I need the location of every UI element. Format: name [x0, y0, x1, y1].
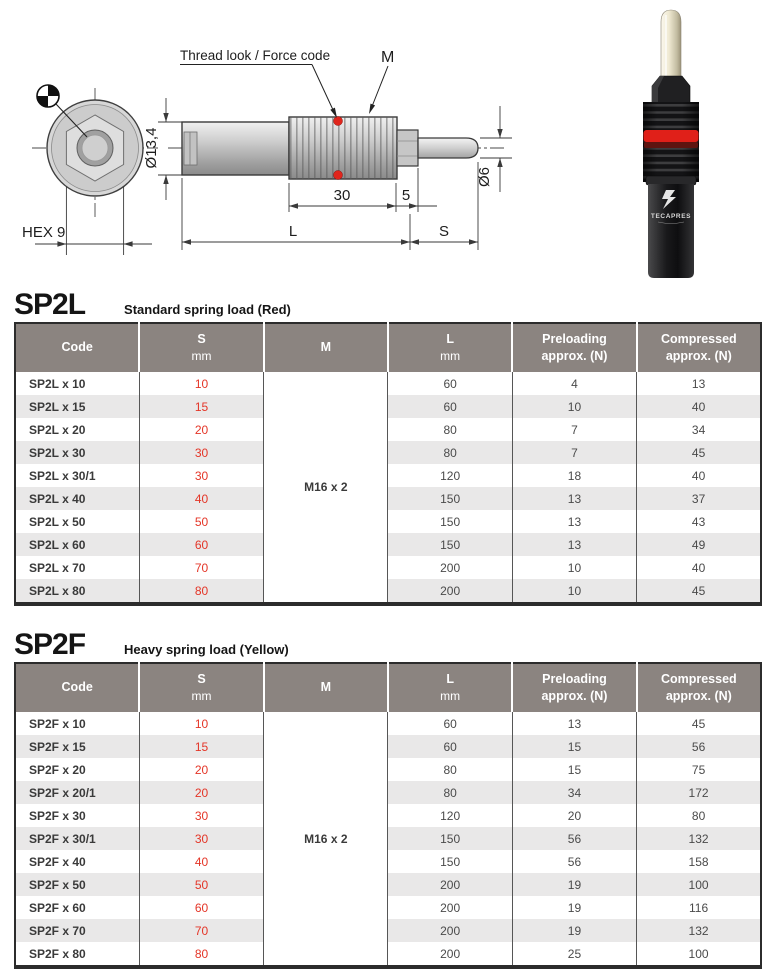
column-header: L mm [388, 323, 512, 372]
code-cell: SP2L x 30/1 [15, 464, 139, 487]
body-length-label: L [288, 223, 298, 240]
table-row [15, 827, 761, 850]
code-cell: SP2F x 10 [15, 712, 139, 735]
stroke-cell: 20 [139, 758, 263, 781]
stroke-cell: 40 [139, 487, 263, 510]
preloading-cell: 7 [512, 418, 636, 441]
stroke-cell: 15 [139, 735, 263, 758]
preloading-cell: 56 [512, 850, 636, 873]
sp2l-titlebar [14, 290, 762, 321]
table-row [15, 372, 761, 395]
length-cell: 60 [388, 712, 512, 735]
column-header: Code [15, 663, 139, 712]
table-title-sp2f: SP2F [14, 628, 86, 661]
table-row [15, 395, 761, 418]
code-cell: SP2F x 30/1 [15, 827, 139, 850]
code-cell: SP2F x 60 [15, 896, 139, 919]
length-cell: 200 [388, 556, 512, 579]
sp2f-table [14, 662, 762, 969]
stroke-cell: 60 [139, 533, 263, 556]
table-row [15, 758, 761, 781]
preloading-cell: 13 [512, 533, 636, 556]
code-cell: SP2L x 60 [15, 533, 139, 556]
stroke-cell: 60 [139, 896, 263, 919]
code-cell: SP2L x 40 [15, 487, 139, 510]
compressed-cell: 34 [637, 418, 761, 441]
table-row [15, 942, 761, 967]
preloading-cell: 13 [512, 487, 636, 510]
collar-length-label: 5 [401, 187, 411, 204]
length-cell: 80 [388, 758, 512, 781]
length-cell: 200 [388, 919, 512, 942]
length-cell: 120 [388, 804, 512, 827]
stroke-cell: 10 [139, 372, 263, 395]
sp2f-titlebar [14, 630, 762, 661]
sp2l-table-body [15, 372, 761, 604]
sp2l-table-header [15, 323, 761, 372]
preloading-cell: 13 [512, 510, 636, 533]
compressed-cell: 100 [637, 942, 761, 967]
preloading-cell: 19 [512, 873, 636, 896]
compressed-cell: 40 [637, 395, 761, 418]
length-cell: 200 [388, 579, 512, 604]
length-cell: 60 [388, 395, 512, 418]
compressed-cell: 158 [637, 850, 761, 873]
table-title-sp2l: SP2L [14, 288, 86, 321]
stroke-cell: 30 [139, 464, 263, 487]
thread-code-callout: Thread look / Force code [180, 48, 331, 63]
length-cell: 150 [388, 533, 512, 556]
length-cell: 80 [388, 781, 512, 804]
compressed-cell: 45 [637, 712, 761, 735]
force-code-ring [644, 130, 699, 142]
stroke-cell: 30 [139, 441, 263, 464]
column-header: Compressed approx. (N) [637, 663, 761, 712]
sp2l-section [14, 290, 762, 606]
thread-length-label: 30 [333, 187, 351, 204]
table-row [15, 441, 761, 464]
table-row [15, 873, 761, 896]
table-row [15, 919, 761, 942]
body-diameter-label: Ø13,4 [143, 127, 160, 169]
table-row [15, 781, 761, 804]
stroke-cell: 40 [139, 850, 263, 873]
preloading-cell: 15 [512, 758, 636, 781]
code-cell: SP2F x 50 [15, 873, 139, 896]
preloading-cell: 4 [512, 372, 636, 395]
code-cell: SP2L x 70 [15, 556, 139, 579]
table-subtitle-sp2f: Heavy spring load (Yellow) [124, 642, 289, 657]
sp2f-table-header [15, 663, 761, 712]
stroke-cell: 80 [139, 942, 263, 967]
table-row [15, 896, 761, 919]
column-header: Code [15, 323, 139, 372]
stroke-cell: 30 [139, 827, 263, 850]
side-view [143, 48, 512, 250]
stroke-cell: 80 [139, 579, 263, 604]
thread-size-cell: M16 x 2 [264, 712, 388, 967]
stroke-cell: 30 [139, 804, 263, 827]
column-header: L mm [388, 663, 512, 712]
brand-name: TECAPRES [650, 213, 692, 220]
compressed-cell: 40 [637, 464, 761, 487]
pin-diameter-label: Ø6 [476, 166, 493, 188]
preloading-cell: 25 [512, 942, 636, 967]
preloading-cell: 56 [512, 827, 636, 850]
column-header: M [264, 323, 388, 372]
sp2l-table [14, 322, 762, 606]
compressed-cell: 45 [637, 441, 761, 464]
length-cell: 150 [388, 827, 512, 850]
compressed-cell: 37 [637, 487, 761, 510]
preloading-cell: 7 [512, 441, 636, 464]
sp2f-table-body [15, 712, 761, 967]
stroke-cell: 70 [139, 556, 263, 579]
table-row [15, 487, 761, 510]
code-cell: SP2F x 20 [15, 758, 139, 781]
preloading-cell: 19 [512, 896, 636, 919]
table-row [15, 533, 761, 556]
table-row [15, 418, 761, 441]
technical-drawing [0, 0, 775, 290]
stroke-cell: 15 [139, 395, 263, 418]
preloading-cell: 19 [512, 919, 636, 942]
thread-size-callout: M [381, 49, 395, 66]
thread-size-cell: M16 x 2 [264, 372, 388, 604]
stroke-length-label: S [438, 223, 450, 240]
length-cell: 60 [388, 735, 512, 758]
compressed-cell: 80 [637, 804, 761, 827]
table-row [15, 464, 761, 487]
compressed-cell: 45 [637, 579, 761, 604]
compressed-cell: 132 [637, 919, 761, 942]
code-cell: SP2F x 70 [15, 919, 139, 942]
table-row [15, 579, 761, 604]
preloading-cell: 20 [512, 804, 636, 827]
code-cell: SP2F x 20/1 [15, 781, 139, 804]
code-cell: SP2L x 15 [15, 395, 139, 418]
table-row [15, 850, 761, 873]
preloading-cell: 34 [512, 781, 636, 804]
force-code-dot-top [334, 117, 343, 126]
code-cell: SP2F x 15 [15, 735, 139, 758]
length-cell: 80 [388, 418, 512, 441]
compressed-cell: 75 [637, 758, 761, 781]
table-row [15, 510, 761, 533]
length-cell: 120 [388, 464, 512, 487]
column-header: S mm [139, 323, 263, 372]
compressed-cell: 132 [637, 827, 761, 850]
code-cell: SP2L x 20 [15, 418, 139, 441]
stroke-cell: 20 [139, 418, 263, 441]
compressed-cell: 40 [637, 556, 761, 579]
stroke-cell: 70 [139, 919, 263, 942]
table-row [15, 735, 761, 758]
preloading-cell: 13 [512, 712, 636, 735]
force-code-dot-bottom [334, 171, 343, 180]
compressed-cell: 172 [637, 781, 761, 804]
stroke-cell: 50 [139, 510, 263, 533]
length-cell: 200 [388, 896, 512, 919]
length-cell: 80 [388, 441, 512, 464]
column-header: Compressed approx. (N) [637, 323, 761, 372]
code-cell: SP2F x 30 [15, 804, 139, 827]
code-cell: SP2L x 10 [15, 372, 139, 395]
product-photo [643, 10, 699, 278]
length-cell: 150 [388, 850, 512, 873]
compressed-cell: 43 [637, 510, 761, 533]
header-row [15, 323, 761, 372]
front-view [22, 85, 158, 255]
code-cell: SP2L x 50 [15, 510, 139, 533]
code-cell: SP2F x 40 [15, 850, 139, 873]
table-row [15, 804, 761, 827]
hex-size-label: HEX 9 [22, 224, 66, 241]
stroke-cell: 20 [139, 781, 263, 804]
preloading-cell: 10 [512, 579, 636, 604]
sp2f-section [14, 630, 762, 969]
column-header: M [264, 663, 388, 712]
compressed-cell: 116 [637, 896, 761, 919]
compressed-cell: 56 [637, 735, 761, 758]
table-row [15, 556, 761, 579]
header-row [15, 663, 761, 712]
table-row [15, 712, 761, 735]
length-cell: 150 [388, 487, 512, 510]
compressed-cell: 13 [637, 372, 761, 395]
preloading-cell: 10 [512, 556, 636, 579]
code-cell: SP2F x 80 [15, 942, 139, 967]
column-header: Preloading approx. (N) [512, 323, 636, 372]
length-cell: 150 [388, 510, 512, 533]
table-subtitle-sp2l: Standard spring load (Red) [124, 302, 291, 317]
compressed-cell: 100 [637, 873, 761, 896]
preloading-cell: 15 [512, 735, 636, 758]
preloading-cell: 18 [512, 464, 636, 487]
code-cell: SP2L x 30 [15, 441, 139, 464]
length-cell: 60 [388, 372, 512, 395]
length-cell: 200 [388, 873, 512, 896]
column-header: Preloading approx. (N) [512, 663, 636, 712]
code-cell: SP2L x 80 [15, 579, 139, 604]
compressed-cell: 49 [637, 533, 761, 556]
preloading-cell: 10 [512, 395, 636, 418]
stroke-cell: 50 [139, 873, 263, 896]
length-cell: 200 [388, 942, 512, 967]
column-header: S mm [139, 663, 263, 712]
stroke-cell: 10 [139, 712, 263, 735]
